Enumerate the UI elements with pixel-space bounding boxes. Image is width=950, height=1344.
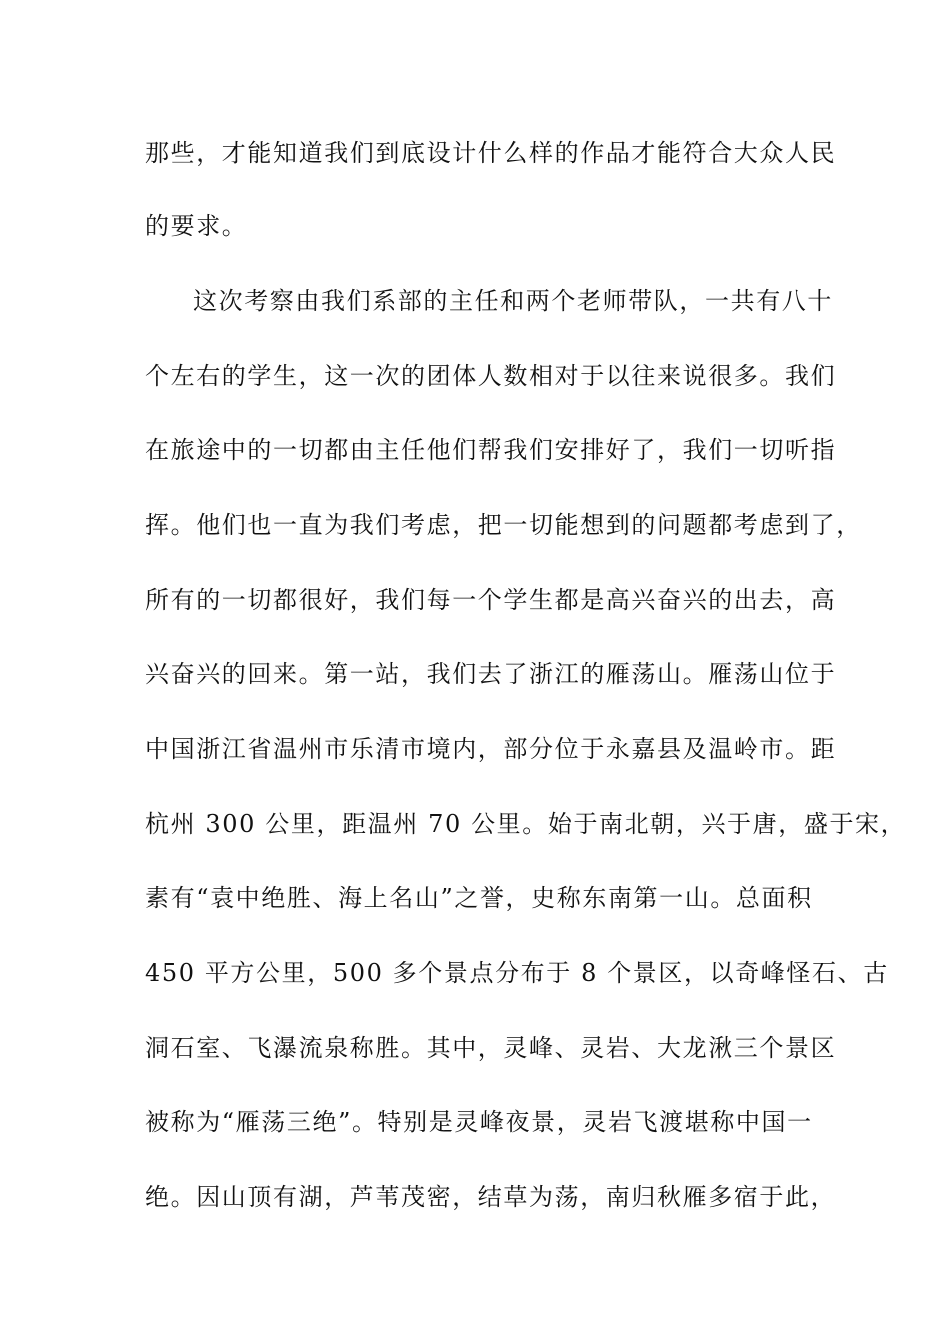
text-line: 所有的一切都很好，我们每一个学生都是高兴奋兴的出去，高 bbox=[145, 586, 837, 614]
text-line: 个左右的学生，这一次的团体人数相对于以往来说很多。我们 bbox=[145, 362, 837, 390]
text-line: 450 平方公里，500 多个景点分布于 8 个景区，以奇峰怪石、古 bbox=[145, 959, 889, 987]
text-line: 兴奋兴的回来。第一站，我们去了浙江的雁荡山。雁荡山位于 bbox=[145, 660, 837, 688]
text-line: 洞石室、飞瀑流泉称胜。其中，灵峰、灵岩、大龙湫三个景区 bbox=[145, 1034, 837, 1062]
text-line: 挥。他们也一直为我们考虑，把一切能想到的问题都考虑到了， bbox=[145, 511, 862, 539]
text-line: 中国浙江省温州市乐清市境内，部分位于永嘉县及温岭市。距 bbox=[145, 735, 837, 763]
text-line: 那些，才能知道我们到底设计什么样的作品才能符合大众人民 bbox=[145, 139, 837, 167]
paragraph-first-line: 这次考察由我们系部的主任和两个老师带队，一共有八十 bbox=[193, 287, 833, 315]
text-line: 在旅途中的一切都由主任他们帮我们安排好了，我们一切听指 bbox=[145, 436, 837, 464]
text-line: 素有“袁中绝胜、海上名山”之誉，史称东南第一山。总面积 bbox=[145, 884, 813, 912]
text-line: 绝。因山顶有湖，芦苇茂密，结草为荡，南归秋雁多宿于此， bbox=[145, 1183, 837, 1211]
text-line: 的要求。 bbox=[145, 212, 248, 240]
text-line: 杭州 300 公里，距温州 70 公里。始于南北朝，兴于唐，盛于宋， bbox=[145, 810, 907, 838]
text-line: 被称为“雁荡三绝”。特别是灵峰夜景，灵岩飞渡堪称中国一 bbox=[145, 1108, 813, 1136]
